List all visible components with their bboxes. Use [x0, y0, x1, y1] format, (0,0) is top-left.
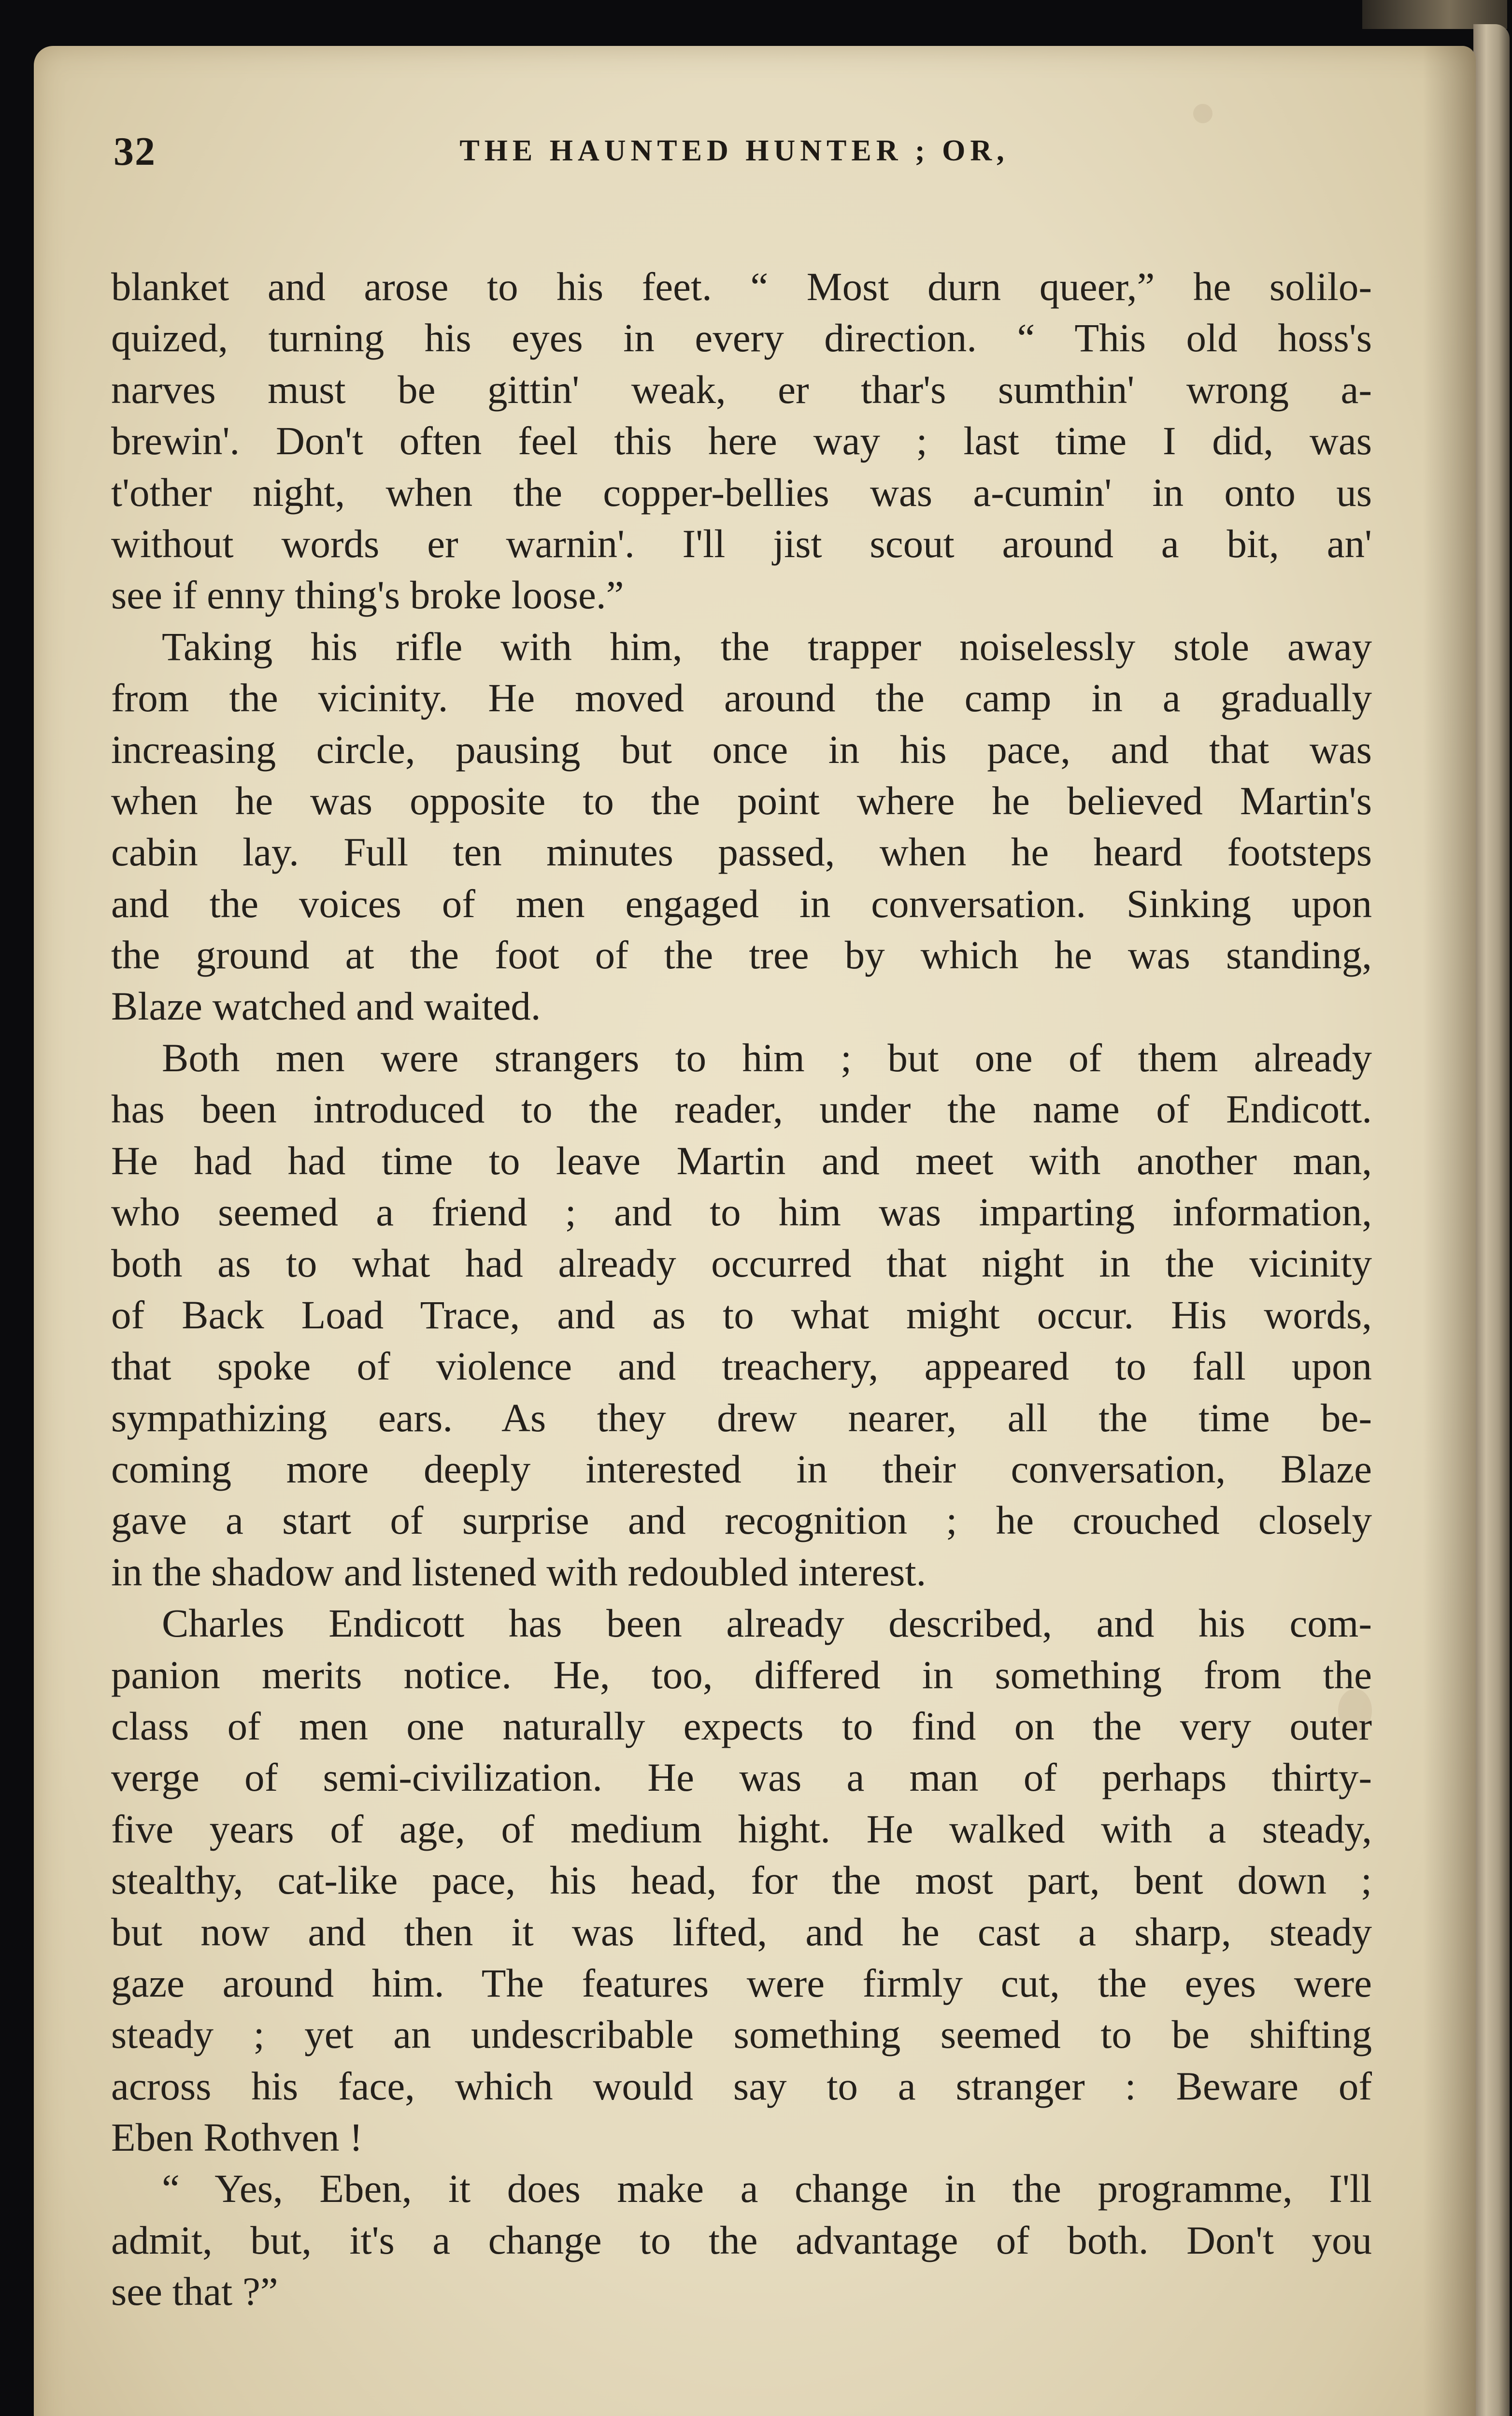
text-line: He had had time to leave Martin and meet with another man,: [111, 1138, 1372, 1183]
text-line: Eben Rothven !: [111, 2115, 363, 2160]
text-line: sympathizing ears. As they drew nearer, all the time be-: [111, 1395, 1372, 1440]
text-line: coming more deeply interested in their conversation, Blaze: [111, 1446, 1372, 1491]
adjacent-page-edge: [1473, 24, 1510, 2416]
text-line: brewin'. Don't often feel this here way ; last time I did, was: [111, 418, 1372, 463]
gutter-shadow: [1423, 46, 1476, 2416]
text-line: Charles Endicott has been already described, and his com-: [162, 1601, 1372, 1646]
text-line: Taking his rifle with him, the trapper noiselessly stole away: [162, 624, 1372, 669]
text-line: gave a start of surprise and recognition ; he crouched closely: [111, 1498, 1372, 1543]
text-line: see that ?”: [111, 2269, 278, 2314]
text-line: “ Yes, Eben, it does make a change in the programme, I'll: [162, 2166, 1372, 2211]
text-line: narves must be gittin' weak, er thar's sumthin' wrong a-: [111, 367, 1372, 412]
page-header: [114, 128, 1355, 196]
text-line: Both men were strangers to him ; but one of them already: [162, 1035, 1372, 1080]
text-line: blanket and arose to his feet. “ Most durn queer,” he solilo-: [111, 264, 1372, 309]
text-line: who seemed a friend ; and to him was imparting information,: [111, 1190, 1372, 1235]
text-line: and the voices of men engaged in conversation. Sinking upon: [111, 881, 1372, 926]
text-line: panion merits notice. He, too, differed in something from the: [111, 1652, 1372, 1697]
page-stain: [1193, 104, 1212, 123]
running-head: THE HAUNTED HUNTER ; OR,: [459, 134, 1009, 167]
text-line: when he was opposite to the point where he believed Martin's: [111, 778, 1372, 823]
text-line: steady ; yet an undescribable something seemed to be shifting: [111, 2012, 1372, 2057]
body-text: [111, 261, 1372, 2317]
text-line: the ground at the foot of the tree by which he was standing,: [111, 933, 1372, 978]
text-line: gaze around him. The features were firmly cut, the eyes were: [111, 1960, 1372, 2005]
text-line: five years of age, of medium hight. He walked with a steady,: [111, 1806, 1372, 1851]
text-line: admit, but, it's a change to the advantage of both. Don't you: [111, 2217, 1372, 2262]
text-line: has been introduced to the reader, under the name of Endicott.: [111, 1087, 1372, 1132]
text-line: t'other night, when the copper-bellies was a-cumin' in onto us: [111, 470, 1372, 515]
text-line: verge of semi-civilization. He was a man of perhaps thirty-: [111, 1755, 1372, 1800]
text-line: increasing circle, pausing but once in his pace, and that was: [111, 727, 1372, 772]
text-line: cabin lay. Full ten minutes passed, when he heard footsteps: [111, 830, 1372, 875]
text-line: both as to what had already occurred that night in the vicinity: [111, 1241, 1372, 1286]
text-line: quized, turning his eyes in every direction. “ This old hoss's: [111, 316, 1372, 360]
text-line: of Back Load Trace, and as to what might occur. His words,: [111, 1292, 1372, 1337]
text-line: Blaze watched and waited.: [111, 984, 541, 1029]
text-line: but now and then it was lifted, and he cast a sharp, steady: [111, 1909, 1372, 1954]
text-line: across his face, which would say to a stranger : Beware of: [111, 2063, 1372, 2108]
page-number: 32: [114, 129, 156, 174]
text-line: stealthy, cat-like pace, his head, for the most part, bent down ;: [111, 1858, 1372, 1903]
text-line: that spoke of violence and treachery, appeared to fall upon: [111, 1344, 1372, 1389]
text-line: see if enny thing's broke loose.”: [111, 573, 624, 618]
text-line: from the vicinity. He moved around the camp in a gradually: [111, 676, 1372, 720]
text-line: in the shadow and listened with redoubled interest.: [111, 1549, 927, 1594]
text-line: class of men one naturally expects to find on the very outer: [111, 1703, 1372, 1748]
text-line: without words er warnin'. I'll jist scout around a bit, an': [111, 521, 1372, 566]
